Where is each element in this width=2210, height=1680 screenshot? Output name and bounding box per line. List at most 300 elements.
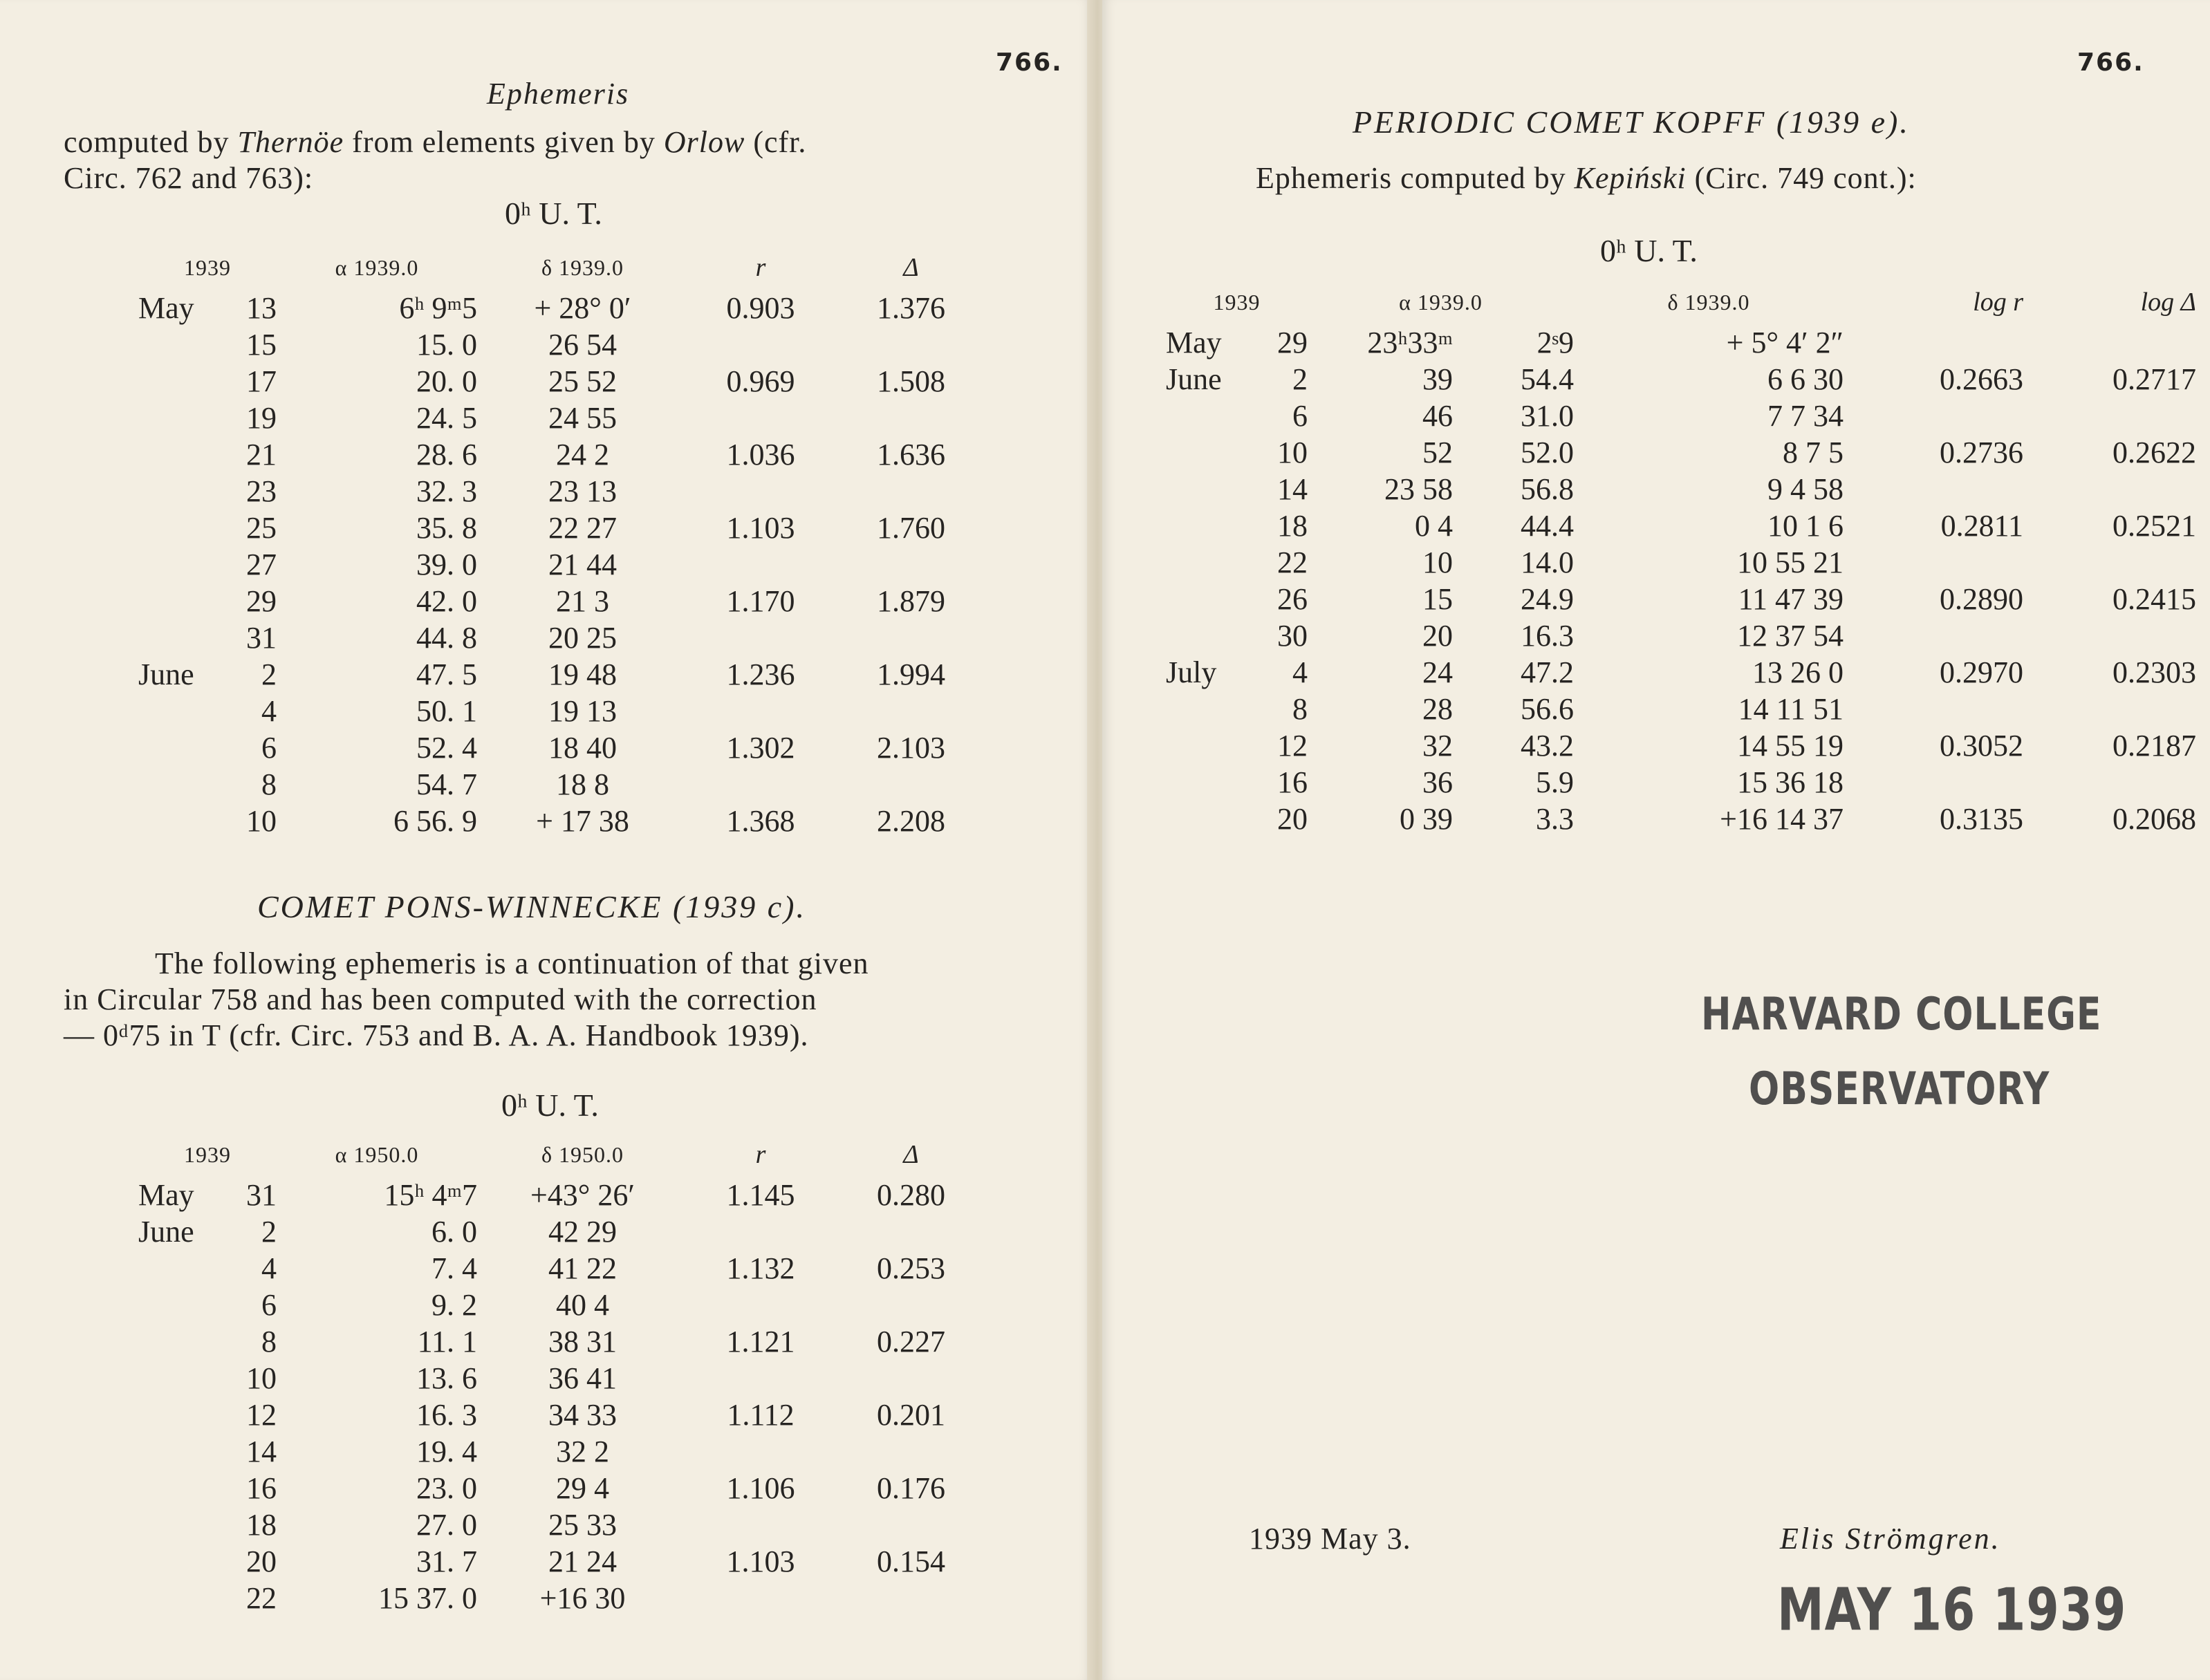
table-header-row bbox=[138, 245, 989, 290]
r-cell bbox=[688, 1287, 833, 1323]
delta-cell bbox=[833, 1360, 989, 1397]
r-header: r bbox=[755, 252, 766, 282]
signature: Elis Strömgren. bbox=[1780, 1522, 2001, 1556]
table-row bbox=[1166, 471, 2196, 507]
right-page bbox=[1102, 0, 2210, 1680]
ra-hm-cell: 32 bbox=[1422, 729, 1453, 763]
dec-cell: 19 48 bbox=[548, 657, 617, 691]
day-cell: 6 bbox=[261, 731, 277, 765]
circular-number-right: 766. bbox=[2077, 48, 2144, 77]
day-cell: 8 bbox=[1292, 692, 1308, 726]
r-header: r bbox=[755, 1139, 766, 1169]
day-cell: 21 bbox=[246, 438, 277, 472]
day-cell: 4 bbox=[261, 694, 277, 728]
dec-cell: 9 4 58 bbox=[1767, 472, 1844, 506]
ra-cell: 39. 0 bbox=[416, 548, 477, 581]
day-cell: 2 bbox=[1292, 362, 1308, 396]
log-delta-cell: 0.2068 bbox=[2112, 802, 2196, 836]
dec-cell: 21 44 bbox=[548, 548, 617, 581]
ra-cell: 15 37. 0 bbox=[378, 1581, 477, 1615]
delta-cell: 0.176 bbox=[877, 1471, 945, 1505]
r-cell: 1.103 bbox=[726, 511, 795, 545]
dec-cell: 21 3 bbox=[556, 584, 609, 618]
ra-cell: 15. 0 bbox=[416, 328, 477, 362]
delta-cell: 0.227 bbox=[877, 1325, 945, 1359]
elements-author: Orlow bbox=[663, 125, 745, 159]
table-row bbox=[138, 363, 989, 400]
day-cell: 27 bbox=[246, 548, 277, 581]
ra-hm-cell: 15 bbox=[1422, 582, 1453, 616]
month-cell bbox=[138, 1323, 235, 1360]
ra-hm-cell: 24 bbox=[1422, 655, 1453, 689]
month-cell bbox=[138, 436, 235, 473]
ra-cell: 52. 4 bbox=[416, 731, 477, 765]
log-delta-cell: 0.2415 bbox=[2112, 582, 2196, 616]
para-line-1: The following ephemeris is a continuation of that given bbox=[155, 946, 869, 980]
r-cell: 1.112 bbox=[727, 1398, 795, 1432]
ra-s-cell: 31.0 bbox=[1521, 399, 1574, 433]
ra-cell: 27. 0 bbox=[416, 1508, 477, 1542]
r-cell: 1.368 bbox=[726, 804, 795, 838]
ra-cell: 9. 2 bbox=[431, 1288, 477, 1322]
log-r-cell bbox=[1844, 617, 2023, 654]
delta-cell: 0.253 bbox=[877, 1251, 945, 1285]
ra-s-cell: 24.9 bbox=[1521, 582, 1574, 616]
day-cell: 19 bbox=[246, 401, 277, 435]
dec-cell: 24 55 bbox=[548, 401, 617, 435]
day-cell: 4 bbox=[1292, 655, 1308, 689]
ra-hm-cell: 23ʰ33ᵐ bbox=[1367, 326, 1453, 360]
ra-cell: 50. 1 bbox=[416, 694, 477, 728]
month-cell bbox=[138, 400, 235, 436]
delta-cell: 0.154 bbox=[877, 1544, 945, 1578]
dec-cell: 14 11 51 bbox=[1738, 692, 1844, 726]
dec-cell: + 17 38 bbox=[536, 804, 629, 838]
month-cell: May bbox=[138, 291, 194, 325]
day-cell: 31 bbox=[246, 1178, 277, 1212]
para-line-3: — 0ᵈ75 in T (cfr. Circ. 753 and B. A. A. Handbook 1939). bbox=[64, 1018, 809, 1052]
ra-hm-cell: 10 bbox=[1422, 545, 1453, 579]
received-date-stamp: MAY 16 1939 bbox=[1777, 1576, 2127, 1645]
intro-text-a: computed by bbox=[64, 125, 238, 159]
delta-cell bbox=[833, 766, 989, 803]
r-cell bbox=[688, 693, 833, 729]
ra-s-cell: 14.0 bbox=[1521, 545, 1574, 579]
dec-cell: 6 6 30 bbox=[1767, 362, 1844, 396]
ra-hm-cell: 20 bbox=[1422, 619, 1453, 653]
year-header: 1939 bbox=[184, 254, 231, 280]
month-cell bbox=[138, 363, 235, 400]
table-row bbox=[138, 326, 989, 363]
r-cell bbox=[688, 1506, 833, 1543]
table-row bbox=[1166, 361, 2196, 398]
ra-hm-cell: 52 bbox=[1422, 436, 1453, 469]
ra-header: α 1950.0 bbox=[335, 1141, 419, 1167]
ra-hm-cell: 23 58 bbox=[1384, 472, 1453, 506]
table-row bbox=[138, 619, 989, 656]
dec-cell: 20 25 bbox=[548, 621, 617, 655]
day-cell: 2 bbox=[261, 1215, 277, 1249]
ut-label-2: 0ʰ U. T. bbox=[501, 1088, 599, 1123]
dec-cell: 25 52 bbox=[548, 364, 617, 398]
month-cell bbox=[1166, 764, 1259, 801]
delta-cell: 1.760 bbox=[877, 511, 945, 545]
table-row bbox=[1166, 581, 2196, 617]
dec-header: δ 1939.0 bbox=[1667, 289, 1750, 315]
delta-cell: 1.376 bbox=[877, 291, 945, 325]
dec-cell: +16 30 bbox=[539, 1581, 626, 1615]
delta-cell: 1.636 bbox=[877, 438, 945, 472]
month-cell bbox=[1166, 544, 1259, 581]
day-cell: 26 bbox=[1277, 582, 1308, 616]
delta-cell: 1.879 bbox=[877, 584, 945, 618]
r-cell bbox=[688, 1360, 833, 1397]
ra-s-cell: 5.9 bbox=[1536, 765, 1574, 799]
month-cell bbox=[138, 1360, 235, 1397]
dec-cell: 23 13 bbox=[548, 474, 617, 508]
r-cell: 1.036 bbox=[726, 438, 795, 472]
delta-header: Δ bbox=[903, 252, 919, 282]
log-delta-cell bbox=[2023, 544, 2196, 581]
table-row bbox=[1166, 398, 2196, 434]
ra-cell: 24. 5 bbox=[416, 401, 477, 435]
ra-s-cell: 3.3 bbox=[1536, 802, 1574, 836]
date-line: 1939 May 3. bbox=[1249, 1522, 1411, 1556]
delta-cell: 0.280 bbox=[877, 1178, 945, 1212]
month-cell bbox=[138, 803, 235, 839]
dec-cell: 21 24 bbox=[548, 1544, 617, 1578]
ra-cell: 16. 3 bbox=[416, 1398, 477, 1432]
log-delta-header: log Δ bbox=[2140, 287, 2196, 317]
table-row bbox=[1166, 617, 2196, 654]
day-cell: 29 bbox=[1277, 326, 1308, 360]
r-cell: 1.170 bbox=[726, 584, 795, 618]
month-cell bbox=[1166, 691, 1259, 727]
r-cell: 1.236 bbox=[726, 657, 795, 691]
log-delta-cell bbox=[2023, 691, 2196, 727]
kopff-computer-name: Kepiński bbox=[1574, 161, 1687, 195]
dec-cell: 32 2 bbox=[556, 1435, 609, 1468]
ra-hm-cell: 28 bbox=[1422, 692, 1453, 726]
ra-cell: 13. 6 bbox=[416, 1361, 477, 1395]
month-cell: May bbox=[138, 1178, 194, 1212]
ra-hm-cell: 39 bbox=[1422, 362, 1453, 396]
dec-cell: 8 7 5 bbox=[1783, 436, 1844, 469]
day-cell: 12 bbox=[1277, 729, 1308, 763]
log-r-cell bbox=[1844, 398, 2023, 434]
table-row bbox=[1166, 727, 2196, 764]
day-cell: 18 bbox=[246, 1508, 277, 1542]
month-cell: May bbox=[1166, 326, 1222, 360]
ra-hm-cell: 46 bbox=[1422, 399, 1453, 433]
dec-header: δ 1939.0 bbox=[541, 254, 624, 280]
month-cell: July bbox=[1166, 655, 1217, 689]
table-row bbox=[138, 546, 989, 583]
log-r-cell: 0.2890 bbox=[1940, 582, 2023, 616]
day-cell: 14 bbox=[246, 1435, 277, 1468]
table-row bbox=[138, 1580, 989, 1616]
table-row bbox=[138, 436, 989, 473]
table-row bbox=[1166, 801, 2196, 837]
dec-cell: +16 14 37 bbox=[1720, 802, 1844, 836]
day-cell: 6 bbox=[261, 1288, 277, 1322]
r-cell: 1.302 bbox=[726, 731, 795, 765]
month-cell bbox=[1166, 471, 1259, 507]
month-cell bbox=[138, 1543, 235, 1580]
table-header-row bbox=[138, 1132, 989, 1177]
year-header: 1939 bbox=[184, 1141, 231, 1167]
table-row bbox=[138, 1543, 989, 1580]
dec-cell: 10 55 21 bbox=[1737, 545, 1844, 579]
log-delta-cell bbox=[2023, 324, 2196, 361]
day-cell: 18 bbox=[1277, 509, 1308, 543]
table-row bbox=[1166, 691, 2196, 727]
para-line-2: in Circular 758 and has been computed with the correction bbox=[64, 982, 817, 1016]
dec-cell: 15 36 18 bbox=[1737, 765, 1844, 799]
dec-cell: 13 26 0 bbox=[1752, 655, 1844, 689]
ra-cell: 11. 1 bbox=[417, 1325, 477, 1359]
day-cell: 16 bbox=[1277, 765, 1308, 799]
log-r-cell: 0.2736 bbox=[1940, 436, 2023, 469]
month-cell bbox=[138, 510, 235, 546]
month-cell: June bbox=[138, 1215, 194, 1249]
r-cell bbox=[688, 1580, 833, 1616]
log-delta-cell: 0.2717 bbox=[2112, 362, 2196, 396]
delta-cell bbox=[833, 1580, 989, 1616]
month-cell bbox=[138, 693, 235, 729]
table-row bbox=[1166, 324, 2196, 361]
left-page bbox=[0, 0, 1093, 1680]
ut-label-3: 0ʰ U. T. bbox=[1600, 233, 1698, 268]
table-row bbox=[138, 1250, 989, 1287]
log-r-cell: 0.3135 bbox=[1940, 802, 2023, 836]
table-row bbox=[1166, 654, 2196, 691]
day-cell: 20 bbox=[246, 1544, 277, 1578]
day-cell: 22 bbox=[1277, 545, 1308, 579]
dec-cell: 42 29 bbox=[548, 1215, 617, 1249]
ephemeris-table-2 bbox=[138, 1132, 989, 1616]
year-header: 1939 bbox=[1213, 289, 1261, 315]
dec-cell: 41 22 bbox=[548, 1251, 617, 1285]
delta-cell bbox=[833, 1213, 989, 1250]
table-row bbox=[138, 729, 989, 766]
r-cell: 1.106 bbox=[726, 1471, 795, 1505]
log-r-cell: 0.3052 bbox=[1940, 729, 2023, 763]
ra-cell: 6ʰ 9ᵐ5 bbox=[399, 291, 477, 325]
delta-cell: 0.201 bbox=[877, 1398, 945, 1432]
table-row bbox=[138, 766, 989, 803]
dec-cell: + 28° 0′ bbox=[534, 291, 631, 325]
r-cell: 1.103 bbox=[726, 1544, 795, 1578]
delta-cell bbox=[833, 693, 989, 729]
delta-cell bbox=[833, 326, 989, 363]
day-cell: 12 bbox=[246, 1398, 277, 1432]
month-cell bbox=[1166, 581, 1259, 617]
dec-cell: 25 33 bbox=[548, 1508, 617, 1542]
month-cell bbox=[138, 546, 235, 583]
dec-cell: 34 33 bbox=[548, 1398, 617, 1432]
table-row bbox=[1166, 764, 2196, 801]
table-row bbox=[138, 400, 989, 436]
log-delta-cell: 0.2521 bbox=[2112, 509, 2196, 543]
ephemeris-table-1 bbox=[138, 245, 989, 839]
month-cell bbox=[138, 766, 235, 803]
r-cell: 1.145 bbox=[726, 1178, 795, 1212]
month-cell bbox=[138, 729, 235, 766]
table-row bbox=[138, 1323, 989, 1360]
r-cell: 1.132 bbox=[726, 1251, 795, 1285]
ra-cell: 31. 7 bbox=[416, 1544, 477, 1578]
month-cell bbox=[138, 326, 235, 363]
log-delta-cell: 0.2622 bbox=[2112, 436, 2196, 469]
table-row bbox=[138, 1470, 989, 1506]
ra-s-cell: 16.3 bbox=[1521, 619, 1574, 653]
dec-cell: + 5° 4′ 2″ bbox=[1726, 326, 1844, 360]
ra-hm-cell: 0 39 bbox=[1400, 802, 1453, 836]
table-row bbox=[138, 656, 989, 693]
day-cell: 13 bbox=[246, 291, 277, 325]
kopff-subtitle bbox=[1256, 160, 1917, 196]
ra-s-cell: 52.0 bbox=[1521, 436, 1574, 469]
ra-hm-cell: 0 4 bbox=[1415, 509, 1453, 543]
table-row bbox=[138, 510, 989, 546]
r-cell bbox=[688, 473, 833, 510]
day-cell: 23 bbox=[246, 474, 277, 508]
delta-cell bbox=[833, 400, 989, 436]
day-cell: 2 bbox=[261, 657, 277, 691]
table-row bbox=[138, 803, 989, 839]
ra-cell: 15ʰ 4ᵐ7 bbox=[384, 1178, 477, 1212]
month-cell bbox=[138, 473, 235, 510]
table-row bbox=[138, 1360, 989, 1397]
month-cell bbox=[1166, 801, 1259, 837]
day-cell: 25 bbox=[246, 511, 277, 545]
ra-s-cell: 47.2 bbox=[1521, 655, 1574, 689]
day-cell: 10 bbox=[1277, 436, 1308, 469]
r-cell bbox=[688, 326, 833, 363]
ra-cell: 6. 0 bbox=[431, 1215, 477, 1249]
day-cell: 8 bbox=[261, 767, 277, 801]
month-cell bbox=[138, 1506, 235, 1543]
day-cell: 10 bbox=[246, 804, 277, 838]
table-row bbox=[138, 473, 989, 510]
subtitle-text-b: (Circ. 749 cont.): bbox=[1686, 161, 1917, 195]
month-cell bbox=[138, 1470, 235, 1506]
table-row bbox=[1166, 544, 2196, 581]
delta-cell: 1.508 bbox=[877, 364, 945, 398]
harvard-stamp-line-1: HARVARD COLLEGE bbox=[1701, 989, 2102, 1040]
delta-cell bbox=[833, 619, 989, 656]
day-cell: 15 bbox=[246, 328, 277, 362]
ra-cell: 32. 3 bbox=[416, 474, 477, 508]
ephemeris-table-kopff bbox=[1166, 280, 2196, 837]
log-r-cell bbox=[1844, 691, 2023, 727]
log-r-cell: 0.2970 bbox=[1940, 655, 2023, 689]
log-delta-cell bbox=[2023, 617, 2196, 654]
day-cell: 10 bbox=[246, 1361, 277, 1395]
delta-header: Δ bbox=[903, 1139, 919, 1169]
log-delta-cell bbox=[2023, 398, 2196, 434]
ra-s-cell: 56.6 bbox=[1521, 692, 1574, 726]
ra-s-cell: 2ˢ9 bbox=[1536, 326, 1574, 360]
dec-cell: 40 4 bbox=[556, 1288, 609, 1322]
delta-cell: 1.994 bbox=[877, 657, 945, 691]
table-header-row bbox=[1166, 280, 2196, 324]
table-row bbox=[138, 583, 989, 619]
ra-s-cell: 54.4 bbox=[1521, 362, 1574, 396]
delta-cell bbox=[833, 473, 989, 510]
dec-cell: 18 8 bbox=[556, 767, 609, 801]
ra-cell: 35. 8 bbox=[416, 511, 477, 545]
circular-number-left: 766. bbox=[996, 48, 1063, 77]
r-cell: 0.903 bbox=[726, 291, 795, 325]
delta-cell bbox=[833, 1433, 989, 1470]
subtitle-text-a: Ephemeris computed by bbox=[1256, 161, 1575, 195]
table-row bbox=[138, 290, 989, 326]
table-row bbox=[138, 1287, 989, 1323]
ra-cell: 47. 5 bbox=[416, 657, 477, 691]
dec-cell: 19 13 bbox=[548, 694, 617, 728]
ra-cell: 20. 0 bbox=[416, 364, 477, 398]
month-cell bbox=[1166, 434, 1259, 471]
ra-cell: 28. 6 bbox=[416, 438, 477, 472]
delta-cell bbox=[833, 1287, 989, 1323]
log-delta-cell: 0.2303 bbox=[2112, 655, 2196, 689]
log-r-cell bbox=[1844, 471, 2023, 507]
r-cell bbox=[688, 766, 833, 803]
day-cell: 31 bbox=[246, 621, 277, 655]
r-cell bbox=[688, 1213, 833, 1250]
month-cell bbox=[138, 1580, 235, 1616]
ra-cell: 19. 4 bbox=[416, 1435, 477, 1468]
month-cell bbox=[1166, 617, 1259, 654]
dec-cell: 11 47 39 bbox=[1738, 582, 1844, 616]
day-cell: 20 bbox=[1277, 802, 1308, 836]
month-cell bbox=[138, 1250, 235, 1287]
r-cell bbox=[688, 619, 833, 656]
ra-cell: 44. 8 bbox=[416, 621, 477, 655]
r-cell bbox=[688, 400, 833, 436]
intro-text-b: from elements given by bbox=[344, 125, 664, 159]
log-r-cell: 0.2811 bbox=[1940, 509, 2023, 543]
intro-line-1 bbox=[64, 124, 1070, 160]
day-cell: 30 bbox=[1277, 619, 1308, 653]
log-r-cell bbox=[1844, 544, 2023, 581]
table-row bbox=[138, 1506, 989, 1543]
ra-header: α 1939.0 bbox=[1399, 289, 1483, 315]
dec-cell: 7 7 34 bbox=[1767, 399, 1844, 433]
dec-cell: 24 2 bbox=[556, 438, 609, 472]
table-row bbox=[1166, 507, 2196, 544]
dec-cell: 12 37 54 bbox=[1737, 619, 1844, 653]
r-cell: 0.969 bbox=[726, 364, 795, 398]
day-cell: 16 bbox=[246, 1471, 277, 1505]
month-cell bbox=[138, 1287, 235, 1323]
day-cell: 29 bbox=[246, 584, 277, 618]
dec-cell: 26 54 bbox=[548, 328, 617, 362]
r-cell bbox=[688, 546, 833, 583]
delta-cell bbox=[833, 546, 989, 583]
month-cell bbox=[138, 1433, 235, 1470]
dec-cell: 36 41 bbox=[548, 1361, 617, 1395]
table-row bbox=[1166, 434, 2196, 471]
table-row bbox=[138, 1213, 989, 1250]
ra-s-cell: 44.4 bbox=[1521, 509, 1574, 543]
month-cell bbox=[138, 1397, 235, 1433]
log-r-cell bbox=[1844, 324, 2023, 361]
dec-cell: 14 55 19 bbox=[1737, 729, 1844, 763]
day-cell: 4 bbox=[261, 1251, 277, 1285]
